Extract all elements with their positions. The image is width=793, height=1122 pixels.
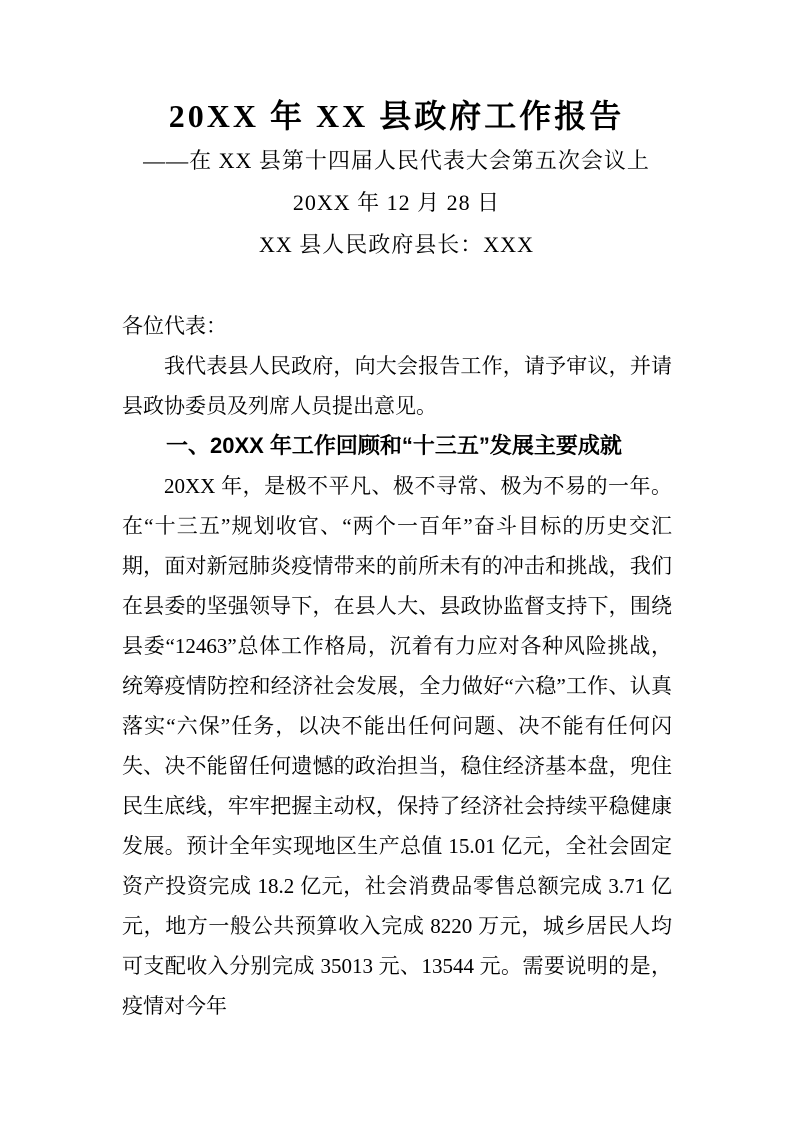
document-header bbox=[0, 0, 793, 266]
intro-paragraph: 我代表县人民政府，向大会报告工作，请予审议，并请县政协委员及列席人员提出意见。 bbox=[122, 354, 672, 418]
document-body bbox=[122, 306, 672, 1026]
salutation-line: 各位代表： bbox=[122, 314, 227, 338]
document-subtitle: ——在 XX 县第十四届人民代表大会第五次会议上 bbox=[143, 148, 650, 173]
main-paragraph: 20XX 年，是极不平凡、极不寻常、极为不易的一年。在“十三五”规划收官、“两个一百年”奋斗目标的历史交汇期，面对新冠肺炎疫情带来的前所未有的冲击和挑战，我们在县委的坚强领导下，在县人大、县政协监督支持下，围绕县委“12463”总体工作格局，沉着有力应对各种风险挑战，统筹疫情防控和经济社会发展，全力做好“六稳”工作、认真落实“六保”任务，以决不能出任何问题、决不能有任何闪失、决不能留任何遗憾的政治担当，稳住经济基本盘，兜住民生底线，牢牢把握主动权，保持了经济社会持续平稳健康发展。预计全年实现地区生产总值 15.01 亿元，全社会固定资产投资完成 18.2 亿元，社会消费品零售总额完成 3.71 亿元，地方一般公共预算收入完成 8220 万元，城乡居民人均可支配收入分别完成 35013 元、13544 元。需要说明的是，疫情对今年 bbox=[122, 474, 672, 1018]
document-date: 20XX 年 12 月 28 日 bbox=[292, 190, 501, 215]
document-speaker: XX 县人民政府县长：XXX bbox=[259, 232, 534, 257]
document-title: 20XX 年 XX 县政府工作报告 bbox=[168, 98, 625, 134]
section-heading: 一、20XX 年工作回顾和“十三五”发展主要成就 bbox=[166, 433, 622, 458]
